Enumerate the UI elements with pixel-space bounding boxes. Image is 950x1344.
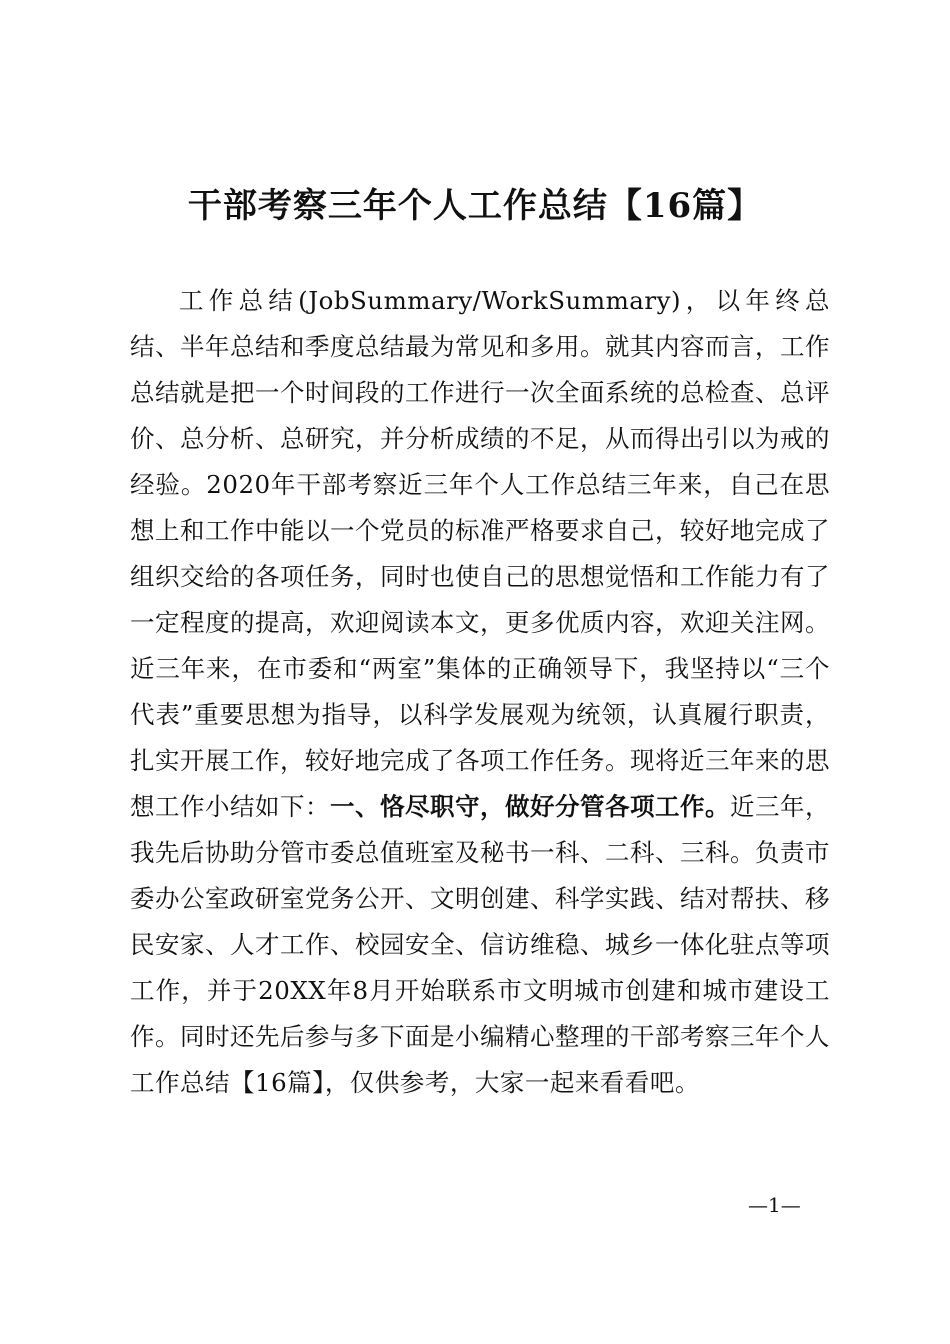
document-title: 干部考察三年个人工作总结【16篇】 (187, 186, 763, 226)
section-heading-inline: 一、恪尽职守，做好分管各项工作。 (330, 792, 730, 821)
document-body (130, 278, 830, 1106)
page-number: —1— (748, 1193, 801, 1217)
paragraph-text-part2: 近三年，我先后协助分管市委总值班室及秘书一科、二科、三科。负责市委办公室政研室党务公开、文明创建、科学实践、结对帮扶、移民安家、人才工作、校园安全、信访维稳、城乡一体化驻点等项工作，并于20XX年8月开始联系市文明城市创建和城市建设工作。同时还先后参与多下面是小编精心整理的干部考察三年个人工作总结【16篇】，仅供参考，大家一起来看看吧。 (130, 792, 830, 1097)
body-paragraph (130, 278, 830, 1106)
paragraph-text-part1: 工作总结(JobSummary/WorkSummary)，以年终总结、半年总结和季度总结最为常见和多用。就其内容而言，工作总结就是把一个时间段的工作进行一次全面系统的总检查、总评价、总分析、总研究，并分析成绩的不足，从而得出引以为戒的经验。2020年干部考察近三年个人工作总结三年来，自己在思想上和工作中能以一个党员的标准严格要求自己，较好地完成了组织交给的各项任务，同时也使自己的思想觉悟和工作能力有了一定程度的提高，欢迎阅读本文，更多优质内容，欢迎关注网。近三年来，在市委和“两室”集体的正确领导下，我坚持以“三个代表”重要思想为指导，以科学发展观为统领，认真履行职责，扎实开展工作，较好地完成了各项工作任务。现将近三年来的思想工作小结如下： (130, 286, 830, 821)
